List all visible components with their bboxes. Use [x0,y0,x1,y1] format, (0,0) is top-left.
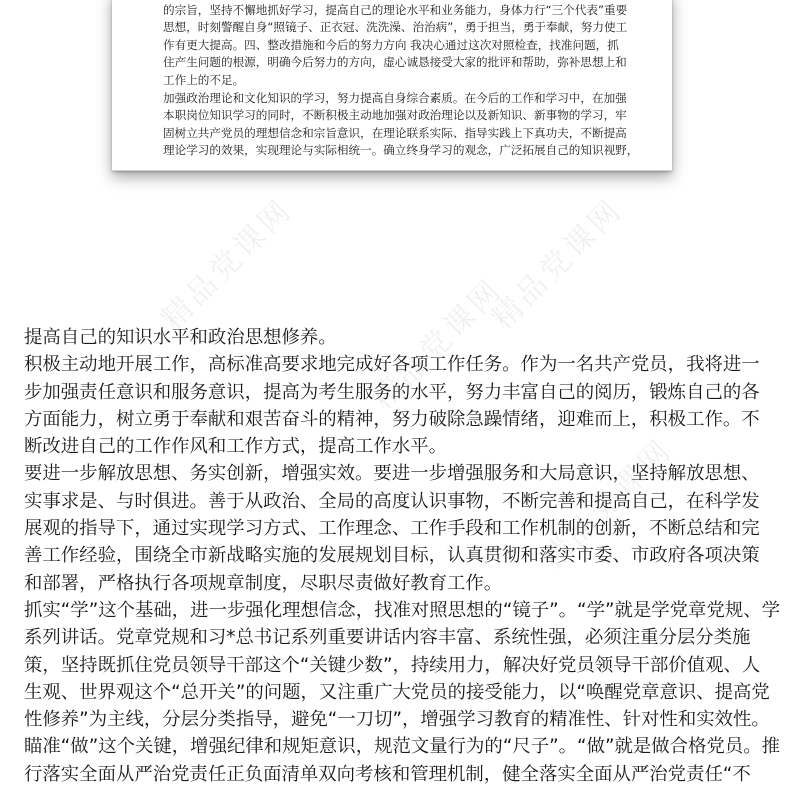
body-line: 实事求是、与时俱进。善于从政治、全局的高度认识事物，不断完善和提高自己，在科学发 [24,490,760,512]
body-line: 步加强责任意识和服务意识，提高为考生服务的水平，努力丰富自己的阅历，锻炼自己的各 [24,381,760,403]
watermark: 精品党课网 [364,271,510,417]
card-line: 作有更大提高。四、整改措施和今后的努力方向 我决心通过这次对照检查，找准问题，抓 [163,37,619,52]
body-line: 瞄准“做”这个关键，增强纪律和规矩意识，规范文量行为的“尺子”。“做”就是做合格党员。推 [24,736,781,758]
card-line: 固树立共产党员的理想信念和宗旨意识，在理论联系实际、指导实践上下真功夫，不断提高 [163,125,627,140]
card-line: 思想，时刻警醒自身“照镜子、正衣冠、洗洗澡、治治病”，勇于担当，勇于奉献，努力使工 [163,20,628,35]
body-line: 提高自己的知识水平和政治思想修养。 [24,327,337,348]
document-preview-text [163,0,651,160]
body-line: 积极主动地开展工作，高标准高要求地完成好各项工作任务。作为一名共产党员，我将进一 [24,354,760,376]
watermark: 精品党课网 [154,191,300,337]
body-line: 善工作经验，围绕全市新战略实施的发展规划目标，认真贯彻和落实市委、市政府各项决策 [24,545,760,567]
card-line: 工作上的不足。 [163,72,245,87]
watermark: 精品党课网 [534,431,680,577]
body-line: 行落实全面从严治党责任正负面清单双向考核和管理机制，健全落实全面从严治党责任“不 [24,763,751,785]
card-line: 本职岗位知识学习的同时，不断积极主动地加强对政治理论以及新知识、新事物的学习，牢 [163,108,627,123]
document-body [24,324,794,788]
body-line: 策，坚持既抓住党员领导干部这个“关键少数”，持续用力，解决好党员领导干部价值观、人 [24,654,761,676]
body-line: 方面能力，树立勇于奉献和艰苦奋斗的精神，努力破除急躁情绪，迎难而上，积极工作。不 [24,408,760,430]
body-line: 性修养”为主线，分层分类指导，避免“一刀切”，增强学习教育的精准性、针对性和实效性。 [24,709,770,731]
watermark: 精品党课网 [484,191,630,337]
card-line: 理论学习的效果，实现理论与实际相统一。确立终身学习的观念，广泛拓展自己的知识视野， [163,143,639,158]
card-line: 加强政治理论和文化知识的学习，努力提高自身综合素质。在今后的工作和学习中，在加强 [163,90,627,105]
body-line: 要进一步解放思想、务实创新，增强实效。要进一步增强服务和大局意识，坚持解放思想、 [24,463,760,485]
body-line: 生观、世界观这个“总开关”的问题，又注重广大党员的接受能力，以“唤醒党章意识、提高党 [24,681,770,703]
card-line: 住产生问题的根源，明确今后努力的方向，虚心诚恳接受大家的批评和帮助，弥补思想上和 [163,55,627,70]
body-line: 展观的指导下，通过实现学习方式、工作理念、工作手段和工作机制的创新，不断总结和完 [24,518,760,540]
body-line: 和部署，严格执行各项规章制度，尽职尽责做好教育工作。 [24,572,503,594]
body-line: 断改进自己的工作作风和工作方式，提高工作水平。 [24,436,447,458]
body-line: 抓实“学”这个基础，进一步强化理想信念，找准对照思想的“镜子”。“学”就是学党章党规、学 [24,599,781,621]
card-line: 的宗旨，坚持不懈地抓好学习，提高自己的理论水平和业务能力，身体力行“三个代表”重要 [163,2,628,17]
document-preview-card [112,0,672,171]
body-line: 系列讲话。党章党规和习*总书记系列重要讲话内容丰富、系统性强，必须注重分层分类施 [24,627,751,649]
